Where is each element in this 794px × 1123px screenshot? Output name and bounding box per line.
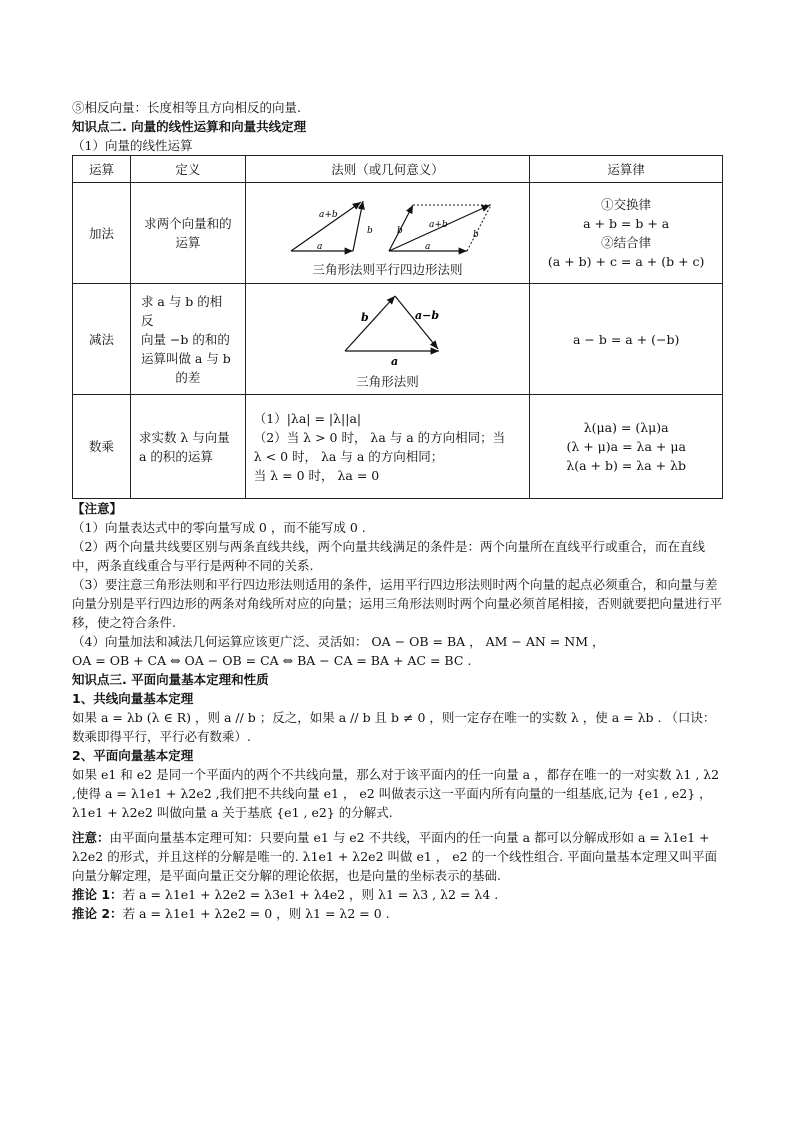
def-scalar-line1: 求实数 λ 与向量 — [138, 429, 230, 445]
sub-vector-diff — [395, 296, 438, 349]
note-4: （4）向量加法和减法几何运算应该更广泛、灵活如： OA − OB = BA ， AM − AN = NM ， — [72, 634, 605, 649]
definition-addition: 求两个向量和的运算 — [130, 183, 245, 284]
law-scalar-3: λ(a + b) = λa + λb — [566, 458, 687, 473]
addition-rule-caption: 三角形法则平行四边形法则 — [312, 262, 463, 277]
section3-h1: 1、共线向量基本定理 — [72, 691, 194, 706]
para-dotted-right — [467, 205, 491, 251]
section3-note-label: 注意： — [72, 830, 110, 845]
def-sub-line3: 运算叫做 a 与 b — [140, 350, 231, 366]
header-laws: 运算律 — [530, 156, 723, 183]
section3-note-text: 由平面向量基本定理可知：只要向量 e1 与 e2 不共线，平面内的任一向量 a 都可以分解成形如 a = λ1e1 + λ2e2 的形式，并且这样的分解是唯一的. λ1e1 + λ2e2 叫做 e1 ， e2 的一个线性组合. 平面向量基本定理又叫平面向量分解定理，是平面向量正交分解的理论依据，也是向量的坐标表示的基础. — [72, 830, 718, 883]
document-page — [72, 98, 724, 923]
section3-p2: 如果 e1 和 e2 是同一个平面内的两个不共线向量，那么对于该平面内的任一向量 a ，都存在唯一的一对实数 λ1 , λ2 ,使得 a = λ1e1 + λ2e2 ,我们把不共线向量 e1 ， e2 叫做表示这一平面内所有向量的一组基底,记为 {e1 , e2} ， λ1e1 + λ2e2 叫做向量 a 关于基底 {e1 , e2} 的分解式. — [72, 767, 720, 820]
intro-line: ⑤相反向量：长度相等且方向相反的向量. — [72, 100, 301, 115]
corollary-2-text: 若 a = λ1e1 + λ2e2 = 0 ，则 λ1 = λ2 = 0 . — [122, 906, 390, 921]
rule-scalar-line3: λ < 0 时， λa 与 a 的方向相同； — [253, 448, 444, 464]
op-subtraction: 减法 — [73, 284, 131, 395]
section3-note — [72, 828, 724, 885]
table-row-addition — [73, 183, 723, 284]
def-scalar-line2: a 的积的运算 — [138, 448, 213, 464]
corollary-2 — [72, 904, 724, 923]
tri-vector-b — [353, 201, 363, 251]
corollary-2-label: 推论 2： — [72, 906, 123, 921]
subtraction-rule-caption: 三角形法则 — [356, 374, 419, 389]
section3-h2: 2、平面向量基本定理 — [72, 748, 194, 763]
sub-label-diff: a−b — [414, 309, 439, 322]
law-add-3: ②结合律 — [601, 235, 652, 250]
header-op: 运算 — [73, 156, 131, 183]
para-label-sum: a+b — [428, 220, 448, 230]
tri-label-sum: a+b — [318, 210, 338, 220]
notes-title: 【注意】 — [72, 501, 123, 516]
sub-label-a: a — [390, 355, 398, 367]
def-sub-line4: 的差 — [175, 369, 201, 385]
definition-subtraction — [130, 284, 245, 395]
linear-operations-table — [72, 155, 723, 499]
laws-subtraction: a − b = a + (−b) — [530, 284, 723, 395]
laws-scalar — [530, 395, 723, 499]
definition-scalar — [130, 395, 245, 499]
table-header-row — [73, 156, 723, 183]
note-2: （2）两个向量共线要区别与两条直线共线，两个向量共线满足的条件是：两个向量所在直线平行或重合，而在直线中，两条直线重合与平行是两种不同的关系. — [72, 539, 705, 573]
para-label-b: b — [396, 226, 403, 236]
header-rule: 法则（或几何意义） — [245, 156, 530, 183]
note-5: OA = OB + CA ⇔ OA − OB = CA ⇔ BA − CA = BA + AC = BC . — [72, 653, 472, 668]
law-add-1: ①交换律 — [601, 197, 652, 212]
rule-scalar-line2: （2）当 λ > 0 时， λa 与 a 的方向相同；当 — [253, 429, 506, 445]
table-row-scalar — [73, 395, 723, 499]
corollary-1 — [72, 885, 724, 904]
section3-title: 知识点三. 平面向量基本定理和性质 — [72, 672, 269, 687]
note-3: （3）要注意三角形法则和平行四边形法则适用的条件，运用平行四边形法则时两个向量的起点必须重合，和向量与差向量分别是平行四边形的两条对角线所对应的向量；运用三角形法则时两个向量必须首尾相接，否则就要把向量进行平移，使之符合条件. — [72, 577, 723, 630]
rule-addition — [245, 183, 530, 284]
corollary-1-label: 推论 1： — [72, 887, 123, 902]
law-add-4: (a + b) + c = a + (b + c) — [547, 254, 705, 269]
laws-addition — [530, 183, 723, 284]
rule-scalar — [245, 395, 530, 499]
para-label-b2: b — [472, 230, 479, 240]
rule-scalar-line4: 当 λ = 0 时， λa = 0 — [253, 467, 380, 483]
law-scalar-1: λ(μa) = (λμ)a — [583, 420, 669, 435]
rule-scalar-line1: （1）|λa| = |λ||a| — [253, 410, 362, 426]
rule-subtraction — [245, 284, 530, 395]
header-definition: 定义 — [130, 156, 245, 183]
section3-p1: 如果 a = λb (λ ∈ R) ，则 a // b ；反之，如果 a // b 且 b ≠ 0 ，则一定存在唯一的实数 λ ，使 a = λb . （口诀：数乘即得平行，平行必有数乘）. — [72, 710, 716, 744]
law-scalar-2: (λ + μ)a = λa + μa — [566, 439, 686, 454]
table-row-subtraction — [73, 284, 723, 395]
law-add-2: a + b = b + a — [583, 216, 670, 231]
tri-label-b: b — [366, 226, 373, 236]
def-sub-line1: 求 a 与 b 的相反 — [140, 293, 223, 328]
para-label-a: a — [424, 242, 430, 252]
addition-diagrams — [253, 189, 523, 255]
subtraction-diagram — [253, 289, 523, 367]
tri-label-a: a — [316, 242, 322, 252]
op-addition: 加法 — [73, 183, 131, 284]
section2-title: 知识点二. 向量的线性运算和向量共线定理 — [72, 119, 307, 134]
def-sub-line2: 向量 −b 的和的 — [140, 331, 230, 347]
sub-vector-b — [345, 296, 395, 351]
corollary-1-text: 若 a = λ1e1 + λ2e2 = λ3e1 + λ4e2 ，则 λ1 = λ3 , λ2 = λ4 . — [122, 887, 499, 902]
sub-label-b: b — [360, 311, 369, 324]
op-scalar: 数乘 — [73, 395, 131, 499]
section2-sub1: （1）向量的线性运算 — [72, 138, 193, 153]
note-1: （1）向量表达式中的零向量写成 0 ，而不能写成 0 . — [72, 520, 366, 535]
